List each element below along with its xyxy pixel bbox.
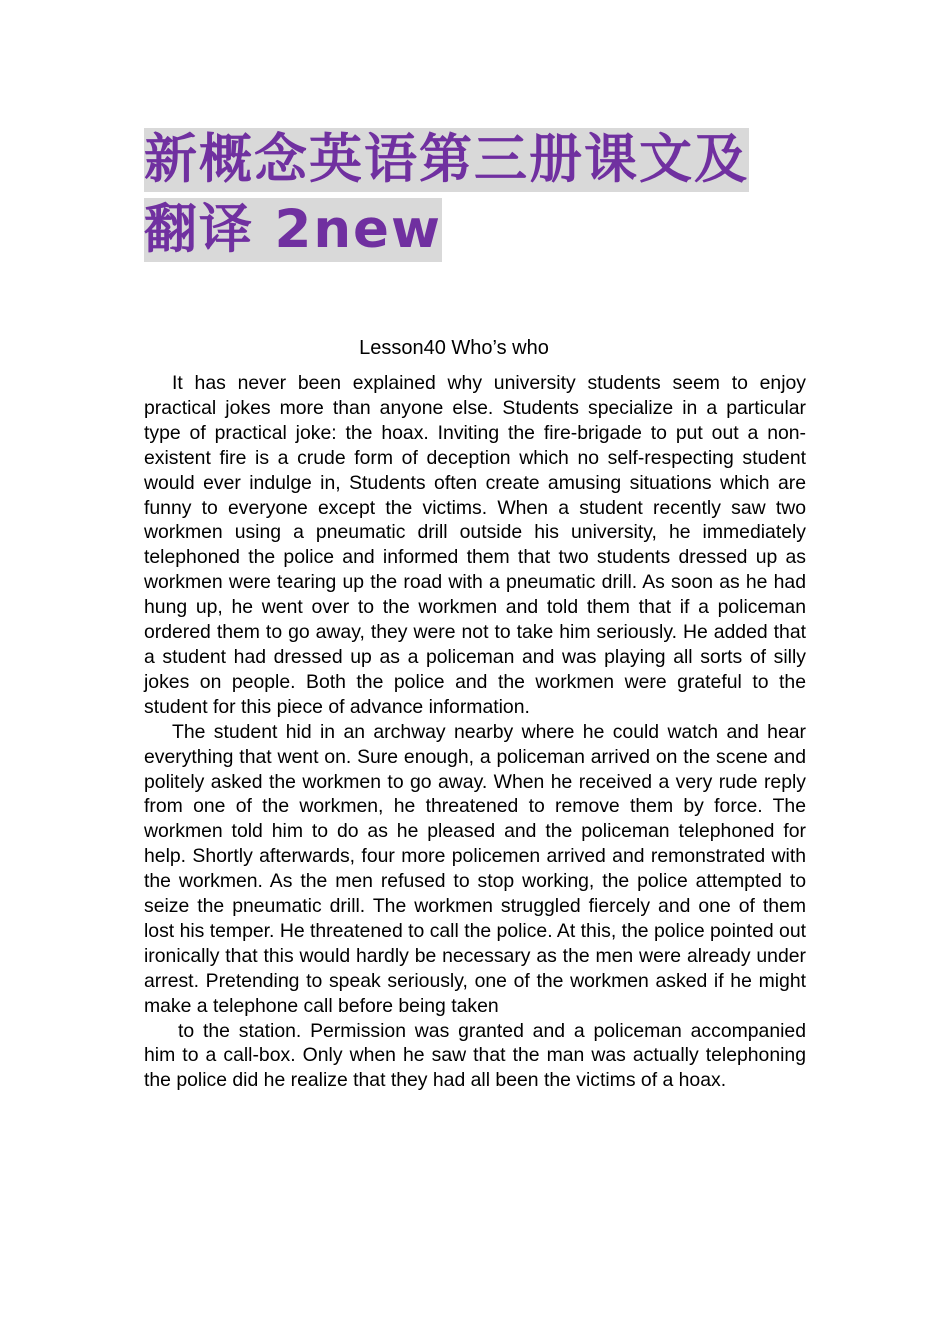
document-title-line-2: 翻译 2new <box>144 199 442 260</box>
paragraph-2: The student hid in an archway nearby where he could watch and hear everything that went on. Sure enough, a policeman arrived on the scene and politely asked the workmen to go away. When he received a very rude reply from one of the workmen, he threatened to remove them by force. The workmen told him to do as he pleased and the policeman telephoned for help. Shortly afterwards, four more policemen arrived and remonstrated with the workmen. As the men refused to stop working, the police attempted to seize the pneumatic drill. The workmen struggled fiercely and one of them lost his temper. He threatened to call the police. At this, the police pointed out ironically that this would hardly be necessary as the men were already under arrest. Pretending to speak seriously, one of the workmen asked if he might make a telephone call before being taken <box>144 720 806 1017</box>
document-title-line-1: 新概念英语第三册课文及 <box>144 129 749 190</box>
lesson-body <box>144 371 806 1093</box>
paragraph-1: It has never been explained why university students seem to enjoy practical jokes more than anyone else. Students specialize in a particular type of practical joke: the hoax. Inviting the fire-brigade to put out a non-existent fire is a crude form of deception which no self-respecting student would ever indulge in, Students often create amusing situations which are funny to everyone except the victims. When a student recently saw two workmen using a pneumatic drill outside his university, he immediately telephoned the police and informed them that two students dressed up as workmen were tearing up the road with a pneumatic drill. As soon as he had hung up, he went over to the workmen and told them that if a policeman ordered them to go away, they were not to take him seriously. He added that a student had dressed up as a policeman and was playing all sorts of silly jokes on people. Both the police and the workmen were grateful to the student for this piece of advance information. <box>144 372 806 718</box>
paragraph-3: to the station. Permission was granted and a policeman accompanied him to a call-box. Only when he saw that the man was actually telephoning the police did he realize that they had all been the victims of a hoax. <box>144 1019 806 1092</box>
document-title <box>144 128 806 268</box>
lesson-title: Lesson40 Who’s who <box>359 337 549 359</box>
